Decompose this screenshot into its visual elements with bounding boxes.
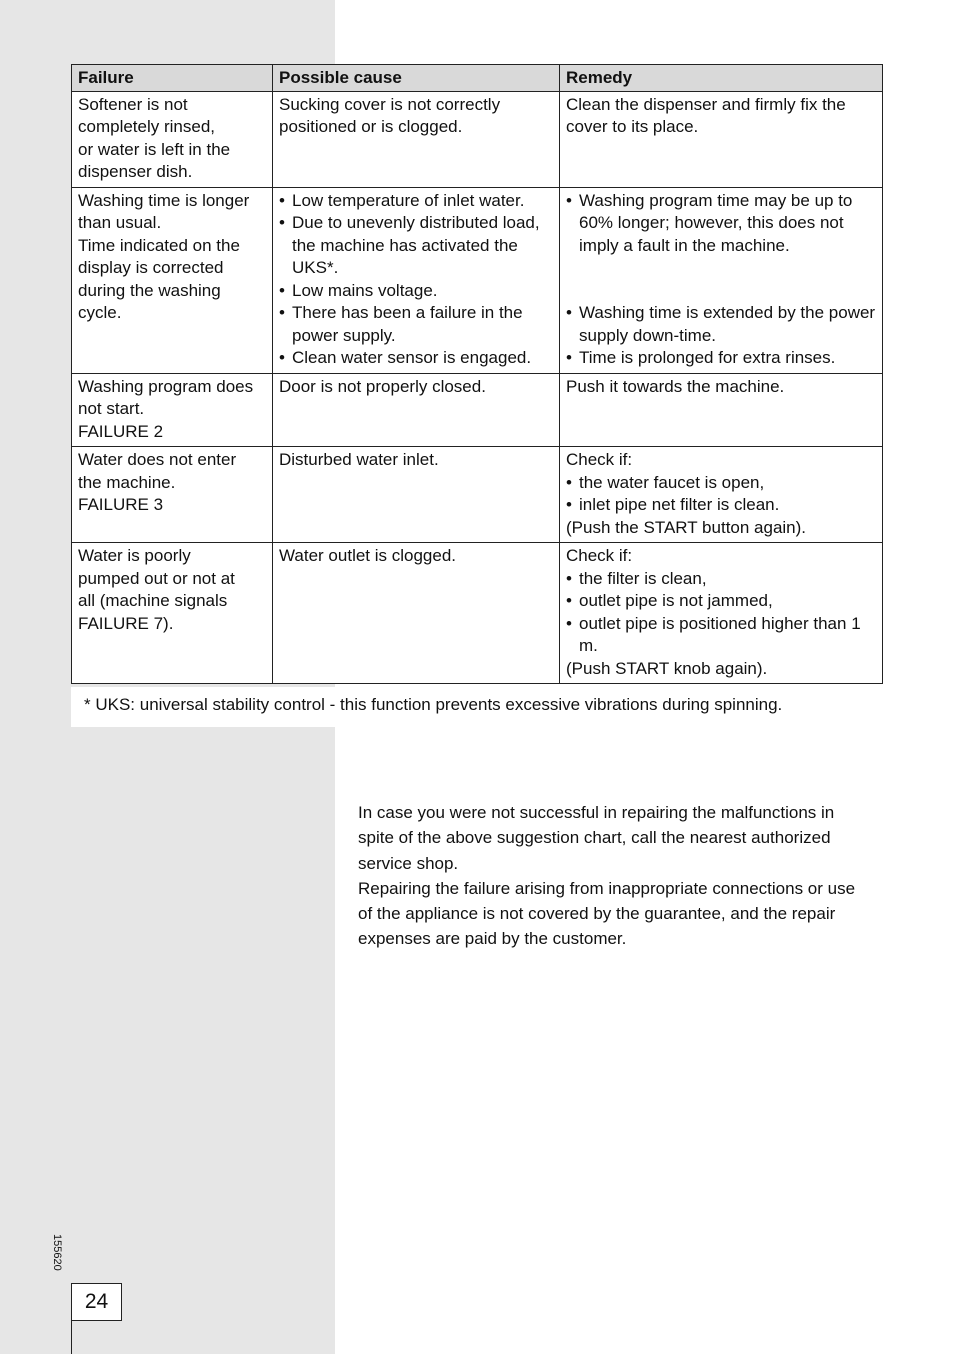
list-item: • Washing time is extended by the power supply down-time. xyxy=(566,302,876,347)
failure-line: than usual. xyxy=(78,213,162,232)
list-item: • Due to unevenly distributed load, the machine has activated the UKS*. xyxy=(279,212,553,280)
remedy-intro: Check if: xyxy=(566,450,633,469)
remedy-outro: (Push START knob again). xyxy=(566,658,768,678)
list-item: • Clean water sensor is engaged. xyxy=(279,347,553,370)
remedy-list xyxy=(566,568,876,658)
service-paragraphs xyxy=(358,800,873,952)
list-item: • Time is prolonged for extra rinses. xyxy=(566,347,876,370)
page-number: 24 xyxy=(71,1283,122,1321)
remedy-line: cover to its place. xyxy=(566,117,699,136)
failure-cell xyxy=(72,91,273,187)
remedy-list xyxy=(566,302,876,370)
failure-line: Washing program does xyxy=(78,376,254,396)
cause-line: Water outlet is clogged. xyxy=(279,546,457,565)
failure-cell xyxy=(72,543,273,684)
remedy-line: Clean the dispenser and firmly fix the xyxy=(566,94,846,114)
failure-line: dispenser dish. xyxy=(78,162,193,181)
failure-line: FAILURE 3 xyxy=(78,495,164,514)
list-item: • There has been a failure in the power supply. xyxy=(279,302,553,347)
table-row xyxy=(72,91,883,187)
cause-cell xyxy=(273,187,560,373)
failure-line: Softener is not xyxy=(78,94,188,114)
failure-line: Time indicated on the xyxy=(78,235,240,255)
cause-line: Sucking cover is not correctly xyxy=(279,94,501,114)
remedy-outro: (Push the START button again). xyxy=(566,517,807,537)
list-item: • inlet pipe net filter is clean. xyxy=(566,494,876,517)
cause-list xyxy=(279,190,553,370)
cause-cell xyxy=(273,543,560,684)
failure-line: not start. xyxy=(78,399,145,418)
remedy-list xyxy=(566,190,876,258)
failure-cell xyxy=(72,187,273,373)
failure-cell xyxy=(72,447,273,543)
failure-line: Washing time is longer xyxy=(78,190,250,210)
failure-line: Water does not enter xyxy=(78,450,237,469)
document-code: 155620 xyxy=(51,1234,63,1271)
failure-line: pumped out or not at xyxy=(78,568,235,588)
remedy-cell xyxy=(560,373,883,447)
table-row xyxy=(72,543,883,684)
cause-line: Disturbed water inlet. xyxy=(279,450,439,469)
remedy-cell xyxy=(560,91,883,187)
service-paragraph: In case you were not successful in repairing the malfunctions in spite of the above suggestion chart, call the nearest authorized service shop. xyxy=(358,803,835,873)
failure-line: cycle. xyxy=(78,303,122,322)
header-remedy: Remedy xyxy=(560,65,883,92)
cause-line: Door is not properly closed. xyxy=(279,376,486,396)
cause-cell xyxy=(273,447,560,543)
remedy-cell xyxy=(560,543,883,684)
failure-cell xyxy=(72,373,273,447)
remedy-cell xyxy=(560,187,883,373)
header-failure: Failure xyxy=(72,65,273,92)
header-possible-cause: Possible cause xyxy=(273,65,560,92)
page-rule xyxy=(71,1320,72,1354)
list-item: • outlet pipe is not jammed, xyxy=(566,590,876,613)
failure-line: display is corrected xyxy=(78,258,224,277)
remedy-intro: Check if: xyxy=(566,546,633,565)
list-item: • outlet pipe is positioned higher than 1 m. xyxy=(566,613,876,658)
troubleshooting-table xyxy=(71,64,883,684)
failure-line: FAILURE 2 xyxy=(78,421,164,441)
failure-line: during the washing xyxy=(78,280,221,300)
failure-line: the machine. xyxy=(78,472,176,492)
guarantee-paragraph: Repairing the failure arising from inappropriate connections or use of the appliance is not covered by the guarantee, and the repair expenses are paid by the customer. xyxy=(358,878,856,949)
failure-line: or water is left in the xyxy=(78,139,231,159)
failure-line: Water is poorly xyxy=(78,546,191,565)
list-item: • Low temperature of inlet water. xyxy=(279,190,553,213)
table-row xyxy=(72,447,883,543)
table-row xyxy=(72,187,883,373)
failure-line: all (machine signals xyxy=(78,591,228,610)
remedy-list xyxy=(566,472,876,517)
uks-footnote: * UKS: universal stability control - this function prevents excessive vibrations during spinning. xyxy=(84,695,783,714)
cause-line: positioned or is clogged. xyxy=(279,117,463,136)
list-item: • Low mains voltage. xyxy=(279,280,553,303)
spacer xyxy=(566,257,876,302)
failure-line: FAILURE 7). xyxy=(78,613,174,633)
table-row xyxy=(72,373,883,447)
list-item: • the water faucet is open, xyxy=(566,472,876,495)
table-header-row xyxy=(72,65,883,92)
list-item: • the filter is clean, xyxy=(566,568,876,591)
cause-cell xyxy=(273,91,560,187)
list-item: • Washing program time may be up to 60% longer; however, this does not imply a fault in the machine. xyxy=(566,190,876,258)
remedy-cell xyxy=(560,447,883,543)
cause-cell xyxy=(273,373,560,447)
failure-line: completely rinsed, xyxy=(78,117,216,136)
remedy-line: Push it towards the machine. xyxy=(566,376,785,396)
